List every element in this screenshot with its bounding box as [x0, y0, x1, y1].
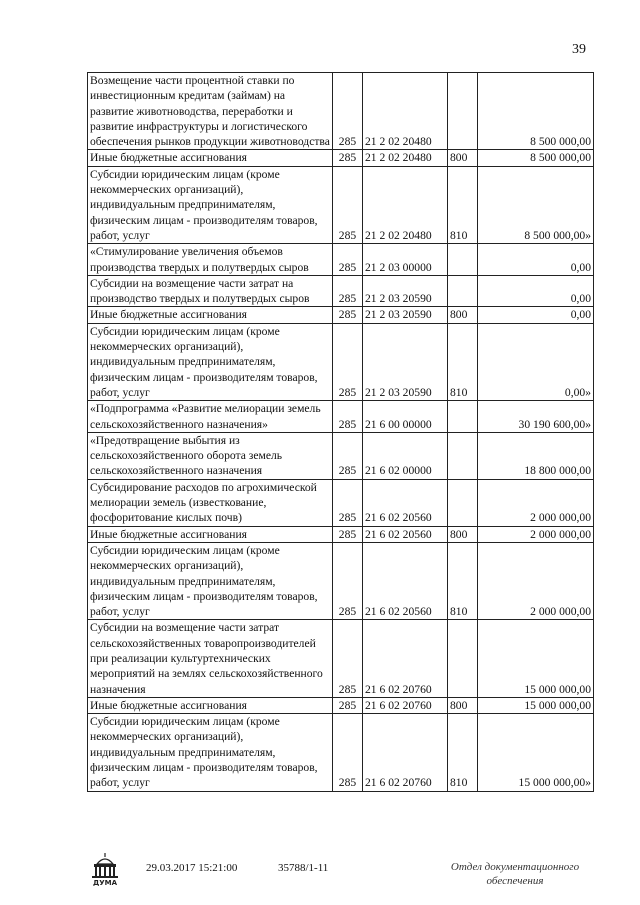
row-name: Субсидирование расходов по агрохимической мелиорации земель (известкование, фосфоритование кислых почв) — [88, 479, 333, 526]
row-name: «Предотвращение выбытия из сельскохозяйственного оборота земель сельскохозяйственного назначения — [88, 432, 333, 479]
row-sum: 15 000 000,00 — [478, 697, 594, 713]
footer-department: Отдел документационного обеспечения — [450, 861, 580, 887]
table-row — [88, 73, 594, 150]
row-sum: 8 500 000,00» — [478, 166, 594, 243]
row-kvr: 800 — [448, 697, 478, 713]
row-csr: 21 6 02 20760 — [363, 697, 448, 713]
row-code: 285 — [333, 479, 363, 526]
row-name: Иные бюджетные ассигнования — [88, 526, 333, 542]
row-kvr — [448, 479, 478, 526]
row-sum: 30 190 600,00» — [478, 401, 594, 433]
row-sum: 0,00 — [478, 244, 594, 276]
row-kvr: 800 — [448, 150, 478, 166]
table-row — [88, 620, 594, 697]
row-sum: 15 000 000,00» — [478, 714, 594, 791]
row-sum: 8 500 000,00 — [478, 150, 594, 166]
row-name: Субсидии юридическим лицам (кроме некоммерческих организаций), индивидуальным предпринимателям, физическим лицам - производителям товаров, работ, услуг — [88, 714, 333, 791]
row-sum: 8 500 000,00 — [478, 73, 594, 150]
row-code: 285 — [333, 166, 363, 243]
row-code: 285 — [333, 307, 363, 323]
row-sum: 0,00 — [478, 275, 594, 307]
row-code: 285 — [333, 401, 363, 433]
row-name: «Стимулирование увеличения объемов производства твердых и полутвердых сыров — [88, 244, 333, 276]
row-code: 285 — [333, 150, 363, 166]
row-sum: 18 800 000,00 — [478, 432, 594, 479]
table-row — [88, 697, 594, 713]
logo-text: ДУМА — [92, 879, 118, 886]
row-kvr — [448, 432, 478, 479]
row-sum: 2 000 000,00 — [478, 526, 594, 542]
row-csr: 21 6 02 20760 — [363, 714, 448, 791]
page-number: 39 — [572, 42, 586, 57]
row-csr: 21 6 00 00000 — [363, 401, 448, 433]
table-row — [88, 307, 594, 323]
table-row — [88, 401, 594, 433]
row-name: Субсидии на возмещение части затрат на производство твердых и полутвердых сыров — [88, 275, 333, 307]
row-csr: 21 2 02 20480 — [363, 166, 448, 243]
table-row — [88, 150, 594, 166]
row-kvr: 810 — [448, 166, 478, 243]
row-kvr: 810 — [448, 323, 478, 400]
row-kvr: 800 — [448, 526, 478, 542]
row-name: Иные бюджетные ассигнования — [88, 697, 333, 713]
row-kvr — [448, 275, 478, 307]
row-name: Субсидии на возмещение части затрат сельскохозяйственных товаропроизводителей при реализации культуртехнических мероприятий на землях сельскохозяйственного назначения — [88, 620, 333, 697]
row-csr: 21 6 02 20560 — [363, 542, 448, 619]
row-code: 285 — [333, 714, 363, 791]
table-row — [88, 714, 594, 791]
row-csr: 21 6 02 20560 — [363, 479, 448, 526]
row-name: Иные бюджетные ассигнования — [88, 150, 333, 166]
table-row — [88, 323, 594, 400]
footer-timestamp: 29.03.2017 15:21:00 — [146, 862, 238, 874]
row-sum: 0,00 — [478, 307, 594, 323]
row-kvr — [448, 620, 478, 697]
row-csr: 21 2 02 20480 — [363, 73, 448, 150]
table-row — [88, 542, 594, 619]
table-row — [88, 166, 594, 243]
row-code: 285 — [333, 542, 363, 619]
row-kvr: 810 — [448, 542, 478, 619]
row-csr: 21 2 03 20590 — [363, 275, 448, 307]
row-name: Иные бюджетные ассигнования — [88, 307, 333, 323]
footer-doc-id: 35788/1-11 — [278, 862, 329, 874]
row-kvr — [448, 401, 478, 433]
table-row — [88, 479, 594, 526]
table-row — [88, 244, 594, 276]
row-kvr: 800 — [448, 307, 478, 323]
row-code: 285 — [333, 432, 363, 479]
row-code: 285 — [333, 620, 363, 697]
row-name: Возмещение части процентной ставки по инвестиционным кредитам (займам) на развитие животноводства, переработки и развитие инфраструктуры и логистического обеспечения рынков продукции животноводства — [88, 73, 333, 150]
row-name: Субсидии юридическим лицам (кроме некоммерческих организаций), индивидуальным предпринимателям, физическим лицам - производителям товаров, работ, услуг — [88, 166, 333, 243]
table-row — [88, 526, 594, 542]
row-kvr — [448, 73, 478, 150]
row-name: Субсидии юридическим лицам (кроме некоммерческих организаций), индивидуальным предпринимателям, физическим лицам - производителям товаров, работ, услуг — [88, 323, 333, 400]
row-csr: 21 6 02 00000 — [363, 432, 448, 479]
table-row — [88, 275, 594, 307]
row-code: 285 — [333, 73, 363, 150]
row-csr: 21 2 03 00000 — [363, 244, 448, 276]
row-kvr: 810 — [448, 714, 478, 791]
budget-table — [87, 72, 594, 792]
row-sum: 15 000 000,00 — [478, 620, 594, 697]
row-code: 285 — [333, 275, 363, 307]
row-csr: 21 2 02 20480 — [363, 150, 448, 166]
table-row — [88, 432, 594, 479]
row-name: Субсидии юридическим лицам (кроме некоммерческих организаций), индивидуальным предпринимателям, физическим лицам - производителям товаров, работ, услуг — [88, 542, 333, 619]
row-code: 285 — [333, 323, 363, 400]
row-code: 285 — [333, 244, 363, 276]
row-csr: 21 2 03 20590 — [363, 307, 448, 323]
row-sum: 0,00» — [478, 323, 594, 400]
row-code: 285 — [333, 526, 363, 542]
row-code: 285 — [333, 697, 363, 713]
row-sum: 2 000 000,00 — [478, 542, 594, 619]
row-csr: 21 6 02 20760 — [363, 620, 448, 697]
row-sum: 2 000 000,00 — [478, 479, 594, 526]
row-csr: 21 2 03 20590 — [363, 323, 448, 400]
duma-logo-icon — [86, 852, 124, 886]
row-csr: 21 6 02 20560 — [363, 526, 448, 542]
row-name: «Подпрограмма «Развитие мелиорации земель сельскохозяйственного назначения» — [88, 401, 333, 433]
row-kvr — [448, 244, 478, 276]
